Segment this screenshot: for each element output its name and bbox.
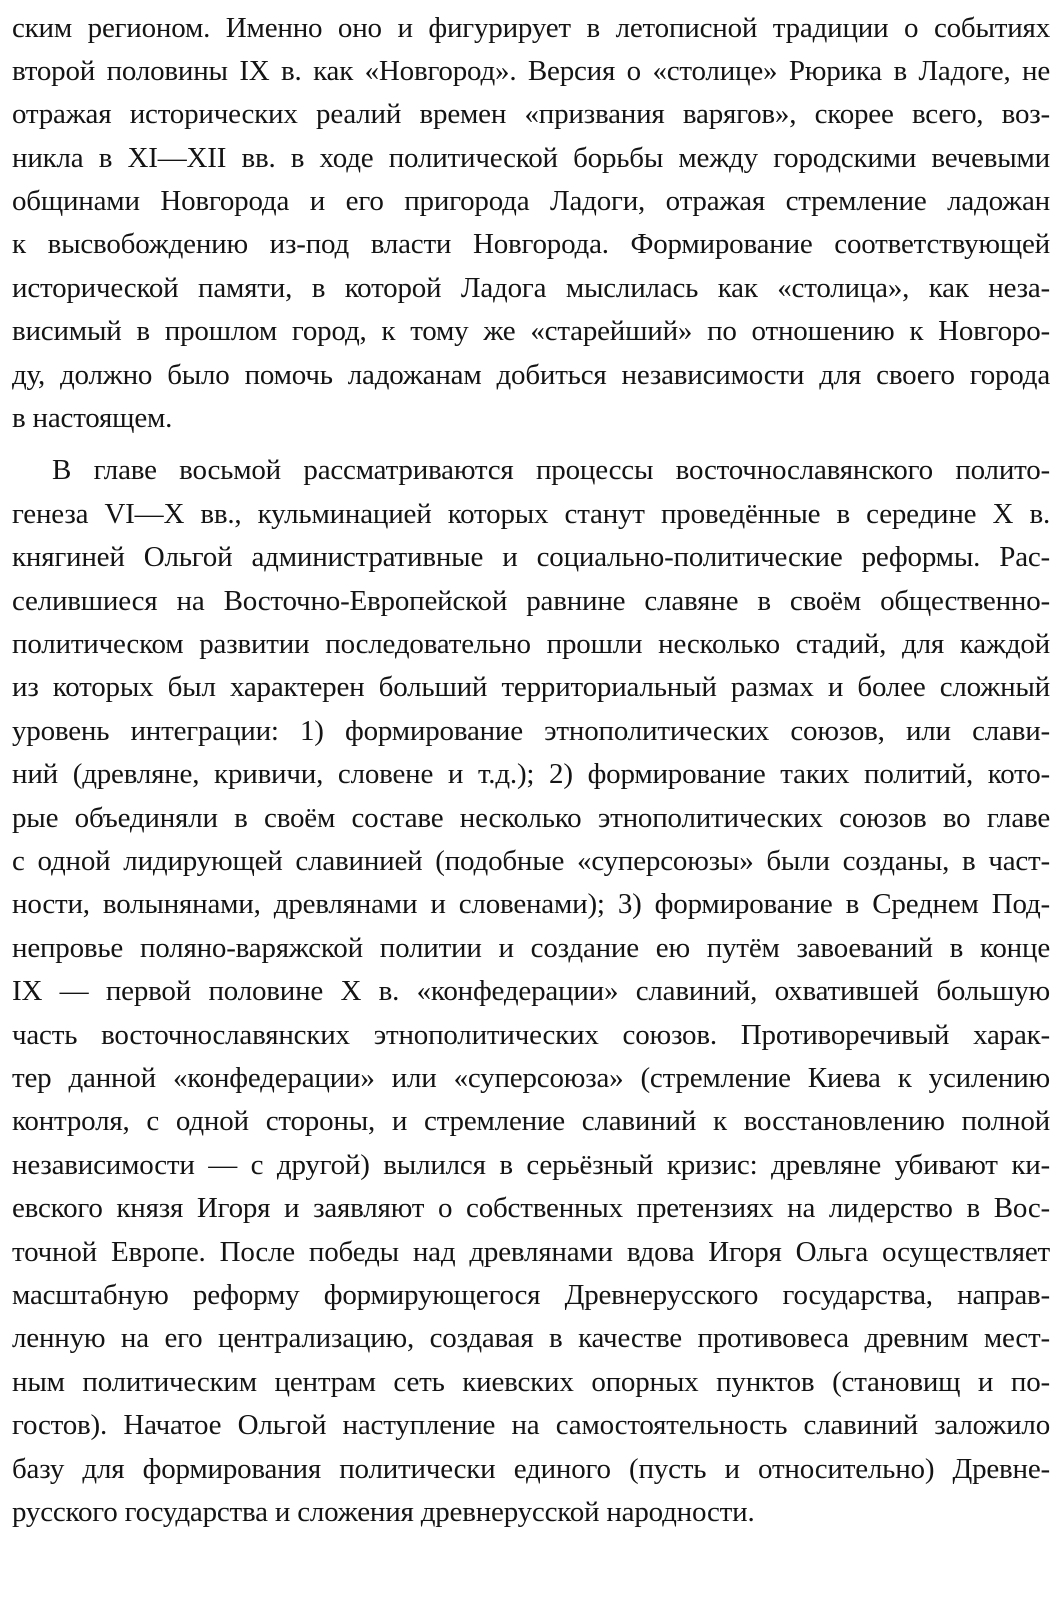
text-line: с одной лидирующей славинией (подобные «суперсоюзы» были созданы, в част-: [12, 845, 1050, 877]
text-line: второй половины IX в. как «Новгород». Версия о «столице» Рюрика в Ладоге, не: [12, 55, 1050, 87]
text-line: непровье поляно-варяжской политии и создание ею путём завоеваний в конце: [12, 932, 1050, 964]
text-line: ний (древляне, кривичи, словене и т.д.); 2) формирование таких политий, кото-: [12, 758, 1050, 790]
text-line: генеза VI—X вв., кульминацией которых станут проведённые в середине X в.: [12, 498, 1050, 530]
text-line: IX — первой половине X в. «конфедерации» славиний, охватившей большую: [12, 975, 1050, 1007]
text-line: политическом развитии последовательно прошли несколько стадий, для каждой: [12, 628, 1050, 660]
text-line: висимый в прошлом город, к тому же «старейший» по отношению к Новгоро-: [12, 315, 1050, 347]
text-line: ским регионом. Именно оно и фигурирует в летописной традиции о событиях: [12, 12, 1050, 44]
text-line: отражая исторических реалий времен «призвания варягов», скорее всего, воз-: [12, 98, 1050, 130]
text-line: ду, должно было помочь ладожанам добиться независимости для своего города: [12, 359, 1050, 391]
text-line: рые объединяли в своём составе несколько этнополитических союзов во главе: [12, 802, 1050, 834]
text-line: к высвобождению из-под власти Новгорода. Формирование соответствующей: [12, 228, 1050, 260]
text-line: ным политическим центрам сеть киевских опорных пунктов (становищ и по-: [12, 1366, 1050, 1398]
text-line: никла в XI—XII вв. в ходе политической борьбы между городскими вечевыми: [12, 142, 1050, 174]
text-line: из которых был характерен больший территориальный размах и более сложный: [12, 671, 1050, 703]
text-line: исторической памяти, в которой Ладога мыслилась как «столица», как неза-: [12, 272, 1050, 304]
text-line: ности, волынянами, древлянами и словенами); 3) формирование в Среднем Под-: [12, 888, 1050, 920]
text-line: ленную на его централизацию, создавая в качестве противовеса древним мест-: [12, 1322, 1050, 1354]
text-line: точной Европе. После победы над древлянами вдова Игоря Ольга осуществляет: [12, 1236, 1050, 1268]
text-line: независимости — с другой) вылился в серьёзный кризис: древляне убивают ки-: [12, 1149, 1050, 1181]
text-line: базу для формирования политически единого (пусть и относительно) Древне-: [12, 1453, 1050, 1485]
text-line: княгиней Ольгой административные и социально-политические реформы. Рас-: [12, 541, 1050, 573]
text-line: масштабную реформу формирующегося Древнерусского государства, направ-: [12, 1279, 1050, 1311]
text-line: В главе восьмой рассматриваются процессы восточнославянского полито-: [52, 454, 1050, 486]
text-line: селившиеся на Восточно-Европейской равнине славяне в своём общественно-: [12, 585, 1050, 617]
text-line: в настоящем.: [12, 402, 173, 434]
text-line: часть восточнославянских этнополитических союзов. Противоречивый харак-: [12, 1019, 1050, 1051]
text-line: тер данной «конфедерации» или «суперсоюза» (стремление Киева к усилению: [12, 1062, 1050, 1094]
text-line: уровень интеграции: 1) формирование этнополитических союзов, или слави-: [12, 715, 1050, 747]
text-line: общинами Новгорода и его пригорода Ладоги, отражая стремление ладожан: [12, 185, 1050, 217]
text-line: евского князя Игоря и заявляют о собственных претензиях на лидерство в Вос-: [12, 1192, 1050, 1224]
text-line: гостов). Начатое Ольгой наступление на самостоятельность славиний заложило: [12, 1409, 1050, 1441]
text-line: русского государства и сложения древнерусской народности.: [12, 1496, 755, 1528]
text-line: контроля, с одной стороны, и стремление славиний к восстановлению полной: [12, 1105, 1050, 1137]
